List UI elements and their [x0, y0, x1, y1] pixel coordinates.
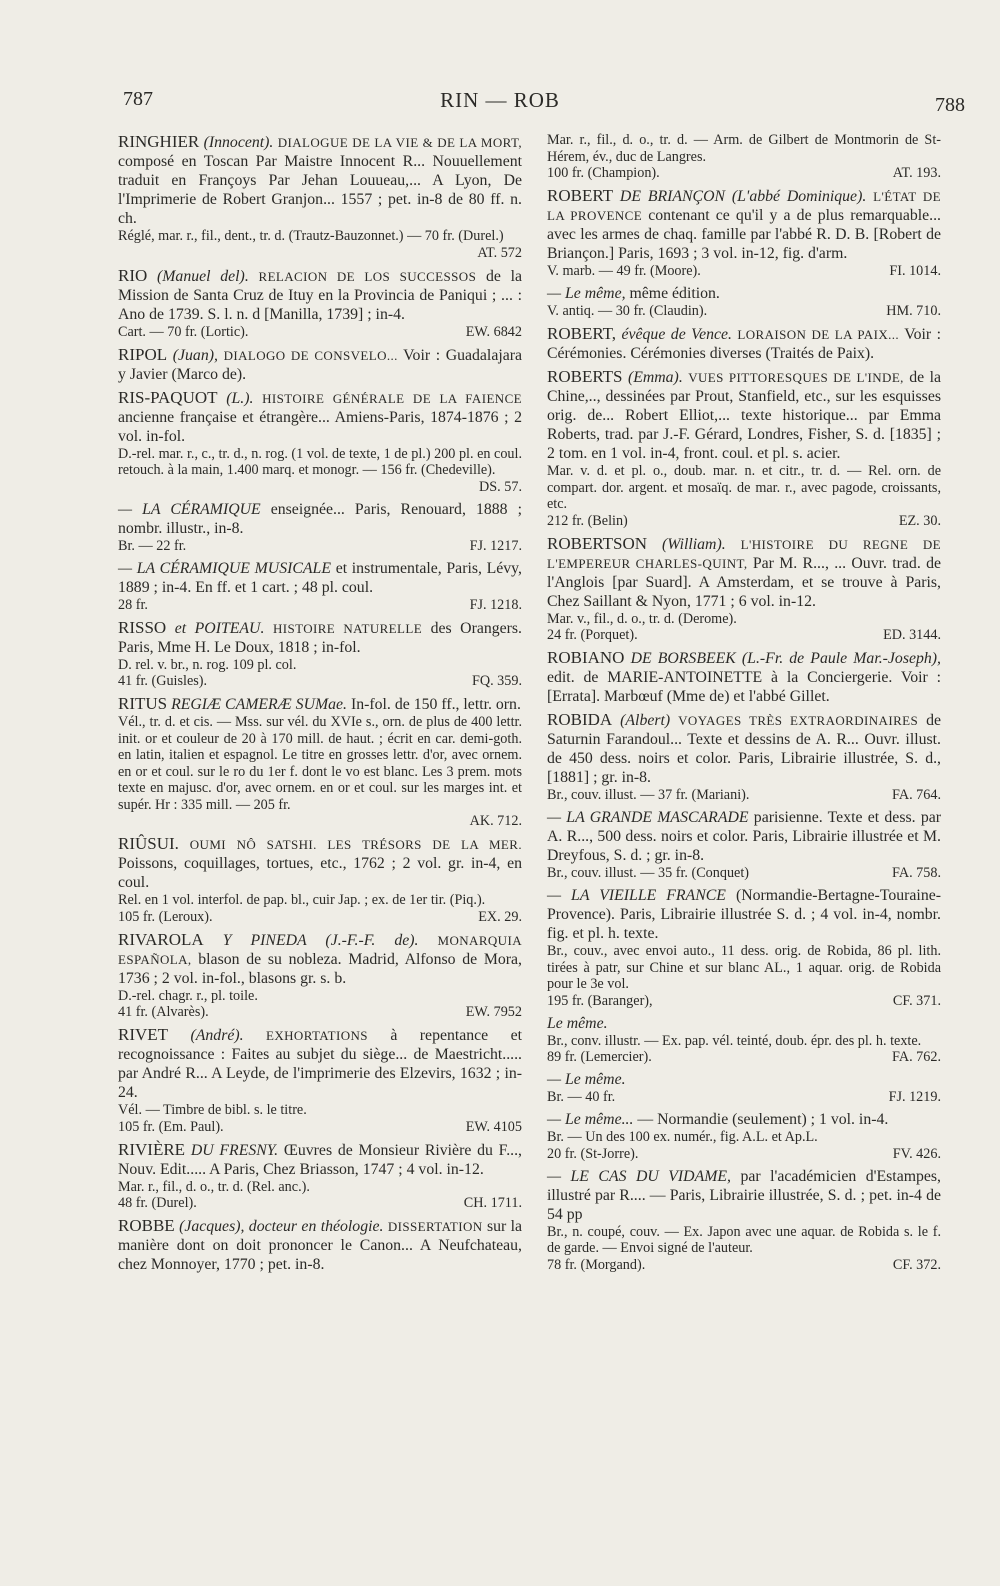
entry-title: VUES PITTORESQUES DE L'INDE, [688, 370, 904, 385]
entry-sale-line [118, 1119, 522, 1136]
entry-sale-line [547, 513, 941, 530]
entry-binding-note: Vél. — Timbre de bibl. s. le titre. [118, 1102, 307, 1118]
entry-reference: FJ. 1217. [469, 537, 522, 554]
entry-price: 78 fr. (Morgand). [547, 1256, 646, 1273]
entry-title: RELACION DE LOS SUCCESSOS [258, 268, 477, 284]
catalog-entry [547, 1070, 941, 1106]
entry-reference: ED. 3144. [883, 627, 941, 643]
entry-qualifier: — Le même... [547, 1111, 634, 1128]
entry-description: In-fol. de 150 ff., lettr. orn. [350, 696, 521, 713]
entry-description: blason de su nobleza. Madrid, Alfonso de Mora, 1736 ; 2 vol. in-fol., blasons gr. s. b. [118, 950, 522, 987]
catalog-entry [118, 559, 522, 614]
catalog-entry [118, 694, 522, 830]
entry-qualifier: Le même. [547, 1014, 608, 1032]
entry-binding-note: Mar. v., fil., d. o., tr. d. (Derome). [547, 610, 737, 627]
entry-qualifier: — LA VIEILLE FRANCE [547, 887, 726, 904]
entry-sale-line [547, 263, 941, 280]
entry-binding-note: Réglé, mar. r., fil., dent., tr. d. (Trautz-Bauzonnet.) — 70 fr. (Durel.) [118, 228, 504, 244]
entry-qualifier: DE BRIANÇON (L'abbé Dominique). [619, 188, 867, 205]
entry-binding-note: Br., n. coupé, couv. — Ex. Japon avec une aquar. de Robida s. le f. de garde. — Envoi signé de l'auteur. [547, 1223, 941, 1256]
entry-qualifier: DE BORSBEEK (L.-Fr. de Paule Mar.-Joseph), [630, 650, 941, 667]
entry-author: RIVIÈRE [118, 1139, 186, 1159]
catalog-entry [547, 186, 941, 280]
catalog-entry [118, 500, 522, 555]
entry-author: ROBERT, [547, 324, 617, 343]
entry-sale-line [118, 245, 522, 262]
entry-sale-line [547, 993, 941, 1010]
entry-author: RIO [118, 265, 148, 285]
entry-title: EXHORTATIONS [266, 1028, 368, 1043]
left-column [118, 132, 522, 1278]
entry-description: de la Mission de Santa Cruz de Ituy en la Provincia de Paniqui ; ... : Ano de 1739. S. l. n. d [Manilla, 1739] ; in-4. [118, 267, 522, 323]
entry-qualifier: — LA GRANDE MASCARADE [547, 809, 749, 826]
entry-author: ROBERT [547, 186, 614, 205]
entry-price: 212 fr. (Belin) [547, 512, 628, 529]
entry-reference: HM. 710. [886, 303, 941, 319]
entry-binding-note: Br., conv. illustr. — Ex. pap. vél. teinté, doub. épr. des pl. h. texte. [547, 1032, 922, 1049]
entry-sale-line [547, 165, 941, 182]
right-column [547, 132, 941, 1278]
entry-sale-line [547, 1049, 941, 1066]
entry-qualifier: — LE CAS DU VIDAME, [547, 1167, 731, 1185]
entry-reference: DS. 57. [479, 478, 522, 495]
entry-reference: CF. 371. [892, 992, 941, 1009]
entry-author: RIPOL [118, 344, 168, 364]
entry-price: 41 fr. (Alvarès). [118, 1004, 209, 1020]
entry-sale-line [547, 627, 941, 644]
entry-author: RIVET [118, 1025, 169, 1044]
entry-sale-line [118, 1004, 522, 1021]
catalog-entry [118, 345, 522, 384]
entry-price: Br. — 40 fr. [547, 1089, 616, 1105]
entry-qualifier: (William). [662, 535, 726, 553]
catalog-entry [547, 710, 941, 804]
entry-author: RIÛSUI. [118, 834, 179, 853]
entry-qualifier: (Juan), [172, 346, 218, 364]
catalog-entry [118, 266, 522, 341]
catalog-entry [547, 1167, 941, 1274]
entry-reference: FI. 1014. [889, 263, 941, 279]
entry-reference: AT. 193. [892, 165, 941, 181]
entry-price: 41 fr. (Guisles). [118, 673, 208, 689]
entry-reference: FV. 426. [892, 1145, 941, 1162]
entry-author: ROBBE [118, 1216, 175, 1235]
entry-description: Poissons, coquillages, tortues, etc., 1762 ; 2 vol. gr. in-4, en coul. [118, 855, 522, 891]
entry-price: V. antiq. — 30 fr. (Claudin). [547, 303, 708, 319]
entry-sale-line [547, 787, 941, 804]
catalog-entry [118, 930, 522, 1022]
catalog-entry [118, 1025, 522, 1136]
entry-description: edit. de MARIE-ANTOINETTE à la Conciergerie. Voir : [Errata]. Marbœuf (Mme de) et l'abbé Gillet. [547, 669, 941, 705]
entry-title: VOYAGES TRÈS EXTRAORDINAIRES [678, 713, 919, 728]
entry-qualifier: évêque de Vence. [621, 326, 732, 343]
catalog-entry [547, 648, 941, 706]
entry-price: 105 fr. (Em. Paul). [118, 1118, 224, 1135]
entry-sale-line [118, 597, 522, 614]
entry-price: Cart. — 70 fr. (Lortic). [118, 323, 249, 340]
entry-description: et instrumentale, Paris, Lévy, 1889 ; in-4. En ff. et 1 cart. ; 48 pl. coul. [118, 559, 523, 596]
entry-description: même édition. [629, 285, 720, 302]
catalog-entry [547, 1110, 941, 1163]
entry-title: DISSERTATION [387, 1219, 483, 1234]
entry-qualifier: — LA CÉRAMIQUE MUSICALE [118, 559, 331, 577]
entry-qualifier: — LA CÉRAMIQUE [118, 500, 261, 518]
entry-author: RITUS [118, 694, 168, 713]
entry-binding-note: Mar. r., fil., d. o., tr. d. (Rel. anc.). [118, 1178, 310, 1195]
entry-qualifier: — Le même, [547, 285, 626, 302]
catalog-entry [118, 132, 522, 262]
entry-author: ROBERTS [547, 367, 623, 386]
entry-sale-line [547, 1257, 941, 1274]
entry-description: Voir : Guadalajara y Javier (Marco de). [118, 346, 523, 383]
entry-price: 24 fr. (Porquet). [547, 627, 638, 643]
entry-description: ancienne française et étrangère... Amiens-Paris, 1874-1876 ; 2 vol. in-fol. [118, 408, 522, 445]
entry-description: parisienne. Texte et dess. par A. R..., 500 dess. noirs et color. Paris, Librairie illustrée et M. Dreyfous, S. d. ; gr. in-8. [547, 809, 941, 864]
entry-price: V. marb. — 49 fr. (Moore). [547, 263, 701, 279]
catalog-entry [547, 886, 941, 1010]
entry-price: Br. — 22 fr. [118, 537, 187, 554]
entry-qualifier: DU FRESNY. [190, 1141, 279, 1159]
catalog-entry [547, 284, 941, 320]
entry-description: enseignée... Paris, Renouard, 1888 ; nombr. illustr., in-8. [118, 500, 522, 537]
entry-description: de Saturnin Farandoul... Texte et dessins de A. R... Ouvr. illust. de 450 dess. noirs et color. Paris, Librairie illustrée, S. d., [1881] ; gr. in-8. [547, 712, 942, 786]
entry-description: composé en Toscan Par Maistre Innocent R... Nouuellement traduit en Françoys Par Jehan Louueau,... A Lyon, De l'Imprimerie de Robert Granjon... 1557 ; pet. in-8 de 80 ff. n. ch. [118, 153, 522, 227]
entry-author: ROBERTSON [547, 533, 648, 553]
page-number-right: 788 [935, 94, 965, 116]
catalog-entry [118, 1140, 522, 1213]
entry-binding-note: D.-rel. chagr. r., pl. toile. [118, 987, 258, 1004]
entry-price: Br., couv. illust. — 35 fr. (Conquet) [547, 865, 750, 881]
entry-description: sur la manière dont on doit prononcer le Canon... A Neufchateau, chez Monnoyer, 1770 ; pet. in-8. [118, 1218, 523, 1273]
entry-sale-line [118, 479, 522, 496]
entry-description: Œuvres de Monsieur Rivière du F..., Nouv. Edit..... A Paris, Chez Briasson, 1747 ; 4 vol. in-12. [118, 1141, 522, 1178]
entry-binding-note: Br., couv., avec envoi auto., 11 dess. orig. de Robida, 86 pl. lith. tirées à patr, sur Chine et sur blanc AL., 1 aquar. orig. de Robida pour le 3e vol. [547, 943, 941, 992]
entry-reference: FA. 758. [891, 865, 941, 881]
entry-binding-note: D.-rel. mar. r., c., tr. d., n. rog. (1 vol. de texte, 1 de pl.) 200 pl. en coul. retouch. à la main, 1.400 marq. et monogr. — 156 fr. (Chedeville). [118, 445, 522, 478]
entry-binding-note: D. rel. v. br., n. rog. 109 pl. col. [118, 656, 297, 673]
entry-sale-line [118, 909, 522, 926]
entry-qualifier: (Emma). [627, 369, 683, 386]
entry-author: RIS-PAQUOT [118, 387, 218, 407]
entry-title: DIALOGUE DE LA VIE & DE LA MORT, [277, 135, 522, 150]
catalog-entry [118, 388, 522, 496]
entry-description: (Normandie-Bertagne-Touraine-Provence). Paris, Librairie illustrée S. d. ; 4 vol. in-4, nombr. fig. et pl. h. texte. [547, 887, 941, 942]
entry-title: OUMI NÔ SATSHI. LES TRÉSORS DE LA MER. [189, 837, 522, 852]
entry-description: — Normandie (seulement) ; 1 vol. in-4. [637, 1111, 889, 1128]
entry-sale-line [118, 1195, 522, 1212]
entry-reference: FJ. 1218. [469, 596, 522, 613]
entry-qualifier: (Innocent). [203, 134, 274, 151]
entry-reference: EW. 6842 [465, 323, 522, 340]
page-number-left: 787 [123, 88, 153, 110]
entry-qualifier: — Le même. [547, 1071, 626, 1088]
entry-reference: FA. 764. [891, 787, 941, 803]
entry-price: Br., couv. illust. — 37 fr. (Mariani). [547, 787, 750, 803]
entry-price: 195 fr. (Baranger), [547, 992, 653, 1009]
entry-title: L'HISTOIRE DU REGNE DE L'EMPEREUR CHARLES-QUINT, [547, 536, 941, 571]
entry-description: par l'académicien d'Estampes, illustré par R.... — Paris, Librairie illustrée, S. d. ; pet. in-4 de 54 pp [547, 1167, 941, 1223]
entry-price: 20 fr. (St-Jorre). [547, 1145, 639, 1162]
entry-author: RIVAROLA [118, 929, 204, 949]
catalog-entry [547, 324, 941, 363]
entry-title: HISTOIRE GÉNÉRALE DE LA FAIENCE [262, 390, 522, 406]
entry-binding-note: Rel. en 1 vol. interfol. de pap. bl., cuir Jap. ; ex. de 1er tir. (Piq.). [118, 892, 486, 908]
entry-qualifier: (Albert) [620, 712, 671, 729]
entry-reference: FJ. 1219. [888, 1089, 941, 1105]
entry-sale-line [547, 865, 941, 882]
entry-binding-note: Vél., tr. d. et cis. — Mss. sur vél. du XVIe s., orn. de plus de 400 lettr. init. or et couleur de 20 à 170 mill. de haut. ; écrit en car. demi-goth. en latin, italien et espagnol. Le titre en grosses lettr. d'or, avec ornem. en or et coul. sur le ro du 1er f. dont le vo est blanc. Les 3 prem. mots texte en majusc. d'or, avec ornem. en or et coul. sur les marges int. et supér. Hr : 335 mill. — 205 fr. [118, 714, 522, 813]
entry-sale-line [118, 324, 522, 341]
entry-title: MONARQUIA ESPAÑOLA, [118, 932, 522, 967]
entry-qualifier: (Manuel del). [157, 267, 249, 285]
entry-binding-note: Br. — Un des 100 ex. numér., fig. A.L. et Ap.L. [547, 1129, 818, 1145]
entry-title: L'ÉTAT DE LA PROVENCE [547, 189, 941, 223]
entry-price: 28 fr. [118, 596, 148, 613]
entry-sale-line [118, 673, 522, 690]
entry-reference: EW. 4105 [465, 1118, 522, 1135]
entry-binding-note: Mar. r., fil., d. o., tr. d. — Arm. de Gilbert de Montmorin de St-Hérem, év., duc de Langres. [547, 132, 941, 165]
entry-reference: EX. 29. [478, 908, 522, 925]
entry-description: Voir : Cérémonies. Cérémonies diverses (Traités de Paix). [547, 326, 942, 362]
entry-qualifier: Y PINEDA (J.-F.-F. de). [222, 931, 419, 949]
entry-author: ROBIANO [547, 648, 625, 667]
entry-sale-line [118, 538, 522, 555]
entry-description: à repentance et recognoissance : Faites au subjet du siège... de Maestricht..... par André R... A Leyde, de l'imprimerie des Elzevirs, 1632 ; in-24. [118, 1027, 523, 1101]
entry-description: de la Chine,.., dessinées par Prout, Stanfield, etc., sur les esquisses orig. de... Robert Elliot,... texte historique... par Emma Roberts, trad. par J.-F. Gérard, Londres, Fisher, S. d. [1835] ; 2 tom. en 1 vol. in-4, front. coul. et pl. s. acier. [547, 369, 942, 462]
entry-qualifier: et POITEAU. [174, 619, 265, 637]
entry-author: RISSO [118, 617, 167, 637]
entry-sale-line [547, 303, 941, 320]
entry-description: contenant ce qu'il y a de plus remarquable... avec les armes de chaq. famille par l'abbé R. D. B. [Robert de Briançon.] Paris, 1693 ; 3 vol. in-12, fig. d'arm. [547, 207, 941, 262]
entry-price: 105 fr. (Leroux). [118, 908, 213, 925]
entry-description: des Orangers. Paris, Mme H. Le Doux, 1818 ; in-fol. [118, 619, 523, 656]
entry-author: RINGHIER [118, 132, 200, 151]
entry-qualifier: (André). [190, 1027, 244, 1044]
entry-title: LORAISON DE LA PAIX... [737, 327, 900, 342]
entry-reference: AT. 572 [477, 244, 522, 261]
entry-reference: FA. 762. [891, 1049, 941, 1065]
catalog-entry [118, 618, 522, 691]
entry-sale-line [547, 1089, 941, 1106]
running-head: RIN — ROB [440, 88, 560, 112]
catalog-entry [547, 1014, 941, 1067]
entry-price: 89 fr. (Lemercier). [547, 1049, 652, 1065]
entry-sale-line [547, 1146, 941, 1163]
entry-title: HISTOIRE NATURELLE [272, 620, 423, 636]
entry-sale-line [118, 813, 522, 830]
entry-reference: CH. 1711. [463, 1195, 522, 1211]
entry-price: 48 fr. (Durel). [118, 1195, 197, 1211]
entry-author: ROBIDA [547, 710, 613, 729]
catalog-entry [118, 834, 522, 926]
entry-qualifier: (Jacques), docteur en théologie. [179, 1218, 384, 1235]
entry-description: Par M. R..., ... Ouvr. trad. de l'Anglois [par Suard]. A Amsterdam, et se trouve à Paris, Chez Saillant & Nyon, 1771 ; 6 vol. in-12. [547, 554, 941, 610]
entry-qualifier: (L.). [226, 389, 254, 407]
entry-binding-note: Mar. v. d. et pl. o., doub. mar. n. et citr., tr. d. — Rel. orn. de compart. dor. argent. et mosaïq. de mar. r., avec pagode, croissants, etc. [547, 463, 941, 512]
entry-reference: CF. 372. [892, 1256, 941, 1273]
catalog-entry [547, 367, 941, 530]
entry-price: 100 fr. (Champion). [547, 165, 660, 181]
entry-reference: FQ. 359. [471, 673, 522, 689]
catalog-entry [547, 808, 941, 882]
entry-reference: EZ. 30. [898, 512, 941, 529]
catalog-entry [547, 534, 941, 645]
entry-title: DIALOGO DE CONSVELO... [223, 347, 398, 363]
entry-qualifier: REGIÆ CAMERÆ SUMae. [171, 696, 348, 713]
entry-reference: EW. 7952 [465, 1004, 522, 1020]
catalog-entry [547, 132, 941, 182]
catalog-entry [118, 1216, 522, 1274]
entry-reference: AK. 712. [469, 813, 522, 829]
